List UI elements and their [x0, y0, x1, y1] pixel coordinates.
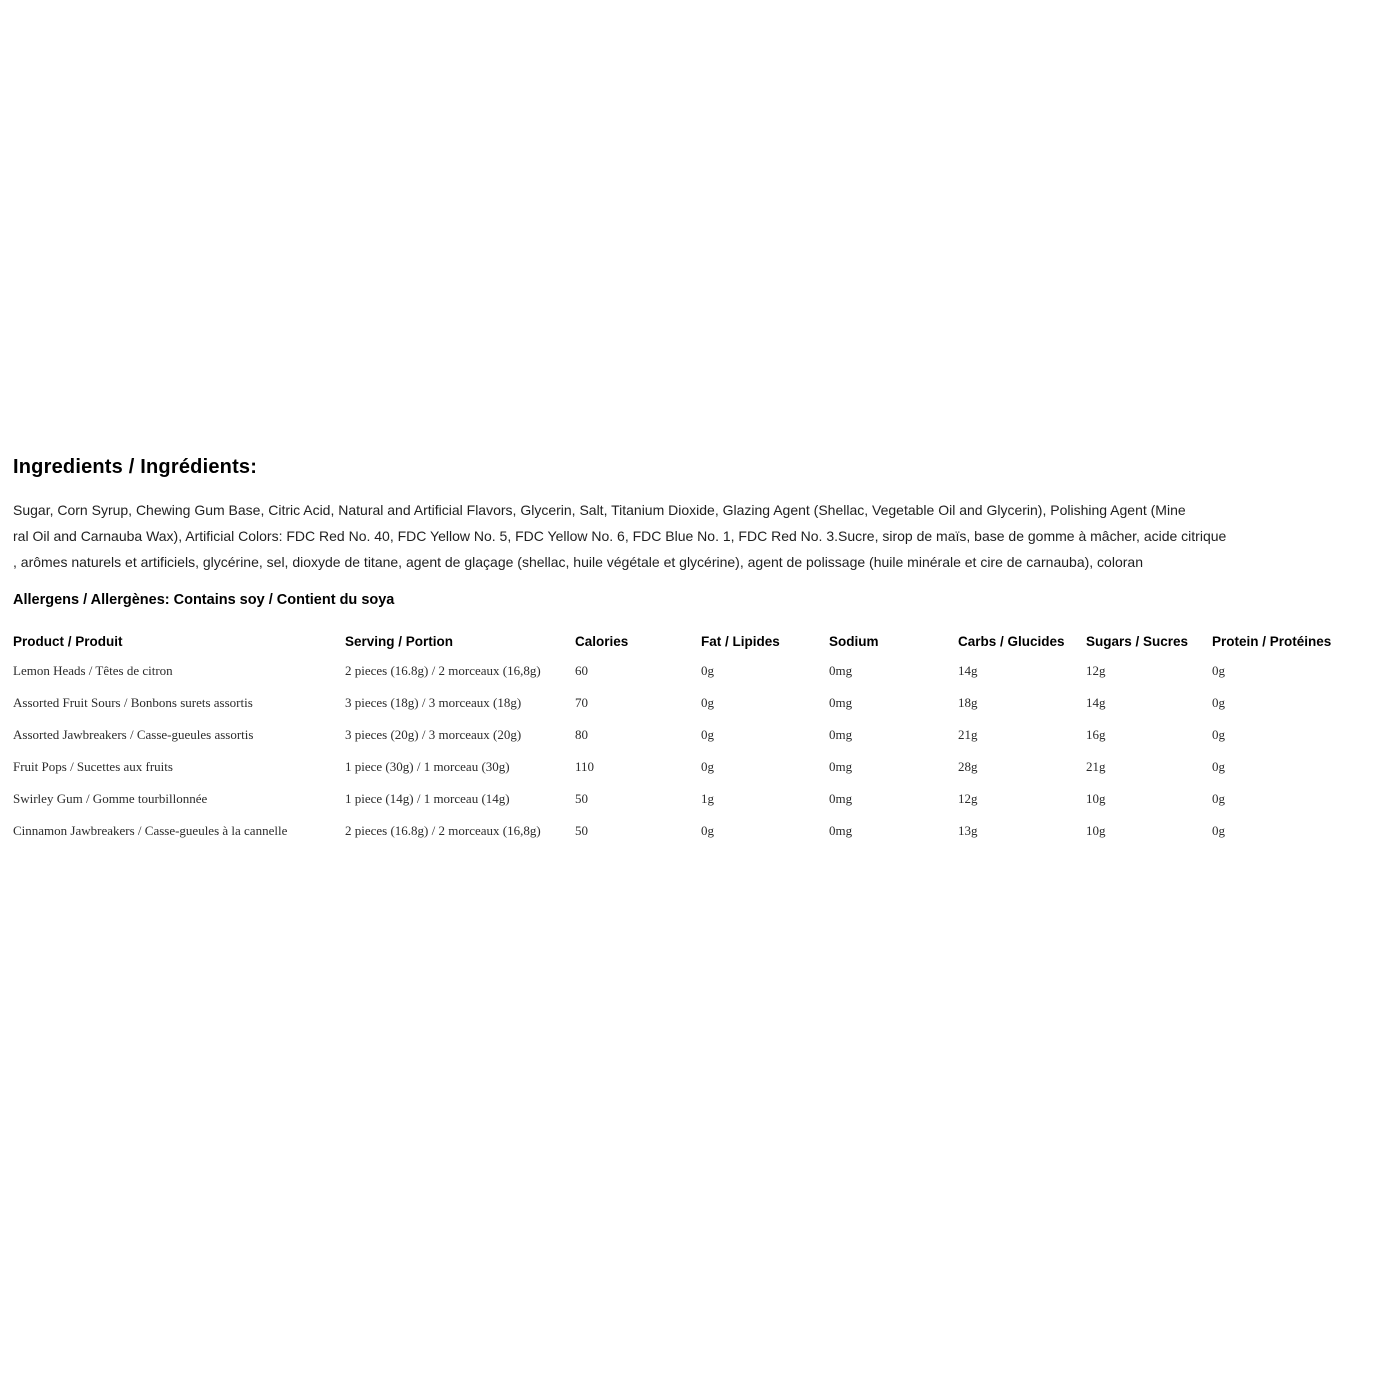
ingredients-title: Ingredients / Ingrédients:	[13, 456, 258, 478]
table-cell: 10g	[1086, 791, 1106, 806]
table-cell: 0mg	[829, 727, 853, 742]
table-cell: 0g	[701, 663, 714, 678]
table-cell: Fruit Pops / Sucettes aux fruits	[13, 759, 173, 774]
table-cell: 0g	[701, 823, 714, 838]
table-cell: 0g	[1212, 759, 1225, 774]
table-body	[13, 655, 1387, 847]
table-cell: 0mg	[829, 791, 853, 806]
table-cell: 2 pieces (16.8g) / 2 morceaux (16,8g)	[345, 823, 541, 838]
table-cell: 3 pieces (20g) / 3 morceaux (20g)	[345, 727, 522, 742]
table-cell: 18g	[958, 695, 978, 710]
table-header-cell: Protein / Protéines	[1212, 633, 1332, 649]
allergens-line: Allergens / Allergènes: Contains soy / Contient du soya	[13, 592, 395, 608]
table-cell: 0g	[1212, 663, 1225, 678]
table-cell: 50	[575, 823, 588, 838]
table-cell: 21g	[958, 727, 978, 742]
table-row	[13, 687, 1387, 719]
table-cell: Assorted Jawbreakers / Casse-gueules assortis	[13, 727, 254, 742]
table-cell: 21g	[1086, 759, 1106, 774]
table-row	[13, 655, 1387, 687]
table-cell: 60	[575, 663, 588, 678]
table-cell: 0mg	[829, 695, 853, 710]
label-content	[13, 455, 1387, 847]
table-cell: 0g	[701, 759, 714, 774]
table-cell: Lemon Heads / Têtes de citron	[13, 663, 173, 678]
table-header-row	[13, 627, 1387, 655]
table-cell: 0mg	[829, 823, 853, 838]
table-cell: 0mg	[829, 663, 853, 678]
table-cell: 80	[575, 727, 588, 742]
table-cell: 12g	[1086, 663, 1106, 678]
table-cell: 1 piece (30g) / 1 morceau (30g)	[345, 759, 510, 774]
table-cell: 1 piece (14g) / 1 morceau (14g)	[345, 791, 510, 806]
table-cell: Swirley Gum / Gomme tourbillonnée	[13, 791, 208, 806]
table-cell: 14g	[958, 663, 978, 678]
table-cell: Cinnamon Jawbreakers / Casse-gueules à la cannelle	[13, 823, 288, 838]
table-cell: 3 pieces (18g) / 3 morceaux (18g)	[345, 695, 522, 710]
nutrition-table	[13, 627, 1387, 847]
table-cell: 10g	[1086, 823, 1106, 838]
table-row	[13, 719, 1387, 751]
ingredients-line: Sugar, Corn Syrup, Chewing Gum Base, Citric Acid, Natural and Artificial Flavors, Glycerin, Salt, Titanium Dioxide, Glazing Agent (Shellac, Vegetable Oil and Glycerin), Polishing Agent (Mine	[13, 502, 1186, 518]
table-cell: 0g	[1212, 727, 1225, 742]
table-cell: 110	[575, 759, 595, 774]
table-cell: 13g	[958, 823, 978, 838]
table-header-cell: Fat / Lipides	[701, 633, 780, 649]
table-cell: 28g	[958, 759, 978, 774]
table-cell: 0g	[701, 695, 714, 710]
table-cell: 0g	[701, 727, 714, 742]
ingredients-paragraph	[13, 497, 1387, 575]
table-cell: 50	[575, 791, 588, 806]
table-cell: 0g	[1212, 791, 1225, 806]
table-cell: 1g	[701, 791, 714, 806]
table-header-cell: Carbs / Glucides	[958, 633, 1065, 649]
table-cell: Assorted Fruit Sours / Bonbons surets assortis	[13, 695, 253, 710]
table-header-cell: Calories	[575, 633, 629, 649]
table-cell: 0g	[1212, 823, 1225, 838]
table-header-cell: Sugars / Sucres	[1086, 633, 1189, 649]
ingredients-line: ral Oil and Carnauba Wax), Artificial Colors: FDC Red No. 40, FDC Yellow No. 5, FDC Yellow No. 6, FDC Blue No. 1, FDC Red No. 3.Sucre, sirop de maïs, base de gomme à mâcher, acide citrique	[13, 528, 1227, 544]
table-cell: 12g	[958, 791, 978, 806]
table-cell: 0mg	[829, 759, 853, 774]
table-cell: 14g	[1086, 695, 1106, 710]
ingredients-line: , arômes naturels et artificiels, glycérine, sel, dioxyde de titane, agent de glaçage (shellac, huile végétale et glycérine), agent de polissage (huile minérale et cire de carnauba), coloran	[13, 554, 1143, 570]
table-header-cell: Serving / Portion	[345, 633, 454, 649]
table-cell: 2 pieces (16.8g) / 2 morceaux (16,8g)	[345, 663, 541, 678]
table-cell: 16g	[1086, 727, 1106, 742]
table-cell: 0g	[1212, 695, 1225, 710]
table-row	[13, 783, 1387, 815]
table-cell: 70	[575, 695, 588, 710]
table-header-cell: Product / Produit	[13, 633, 123, 649]
table-row	[13, 751, 1387, 783]
table-header-cell: Sodium	[829, 633, 879, 649]
table-row	[13, 815, 1387, 847]
